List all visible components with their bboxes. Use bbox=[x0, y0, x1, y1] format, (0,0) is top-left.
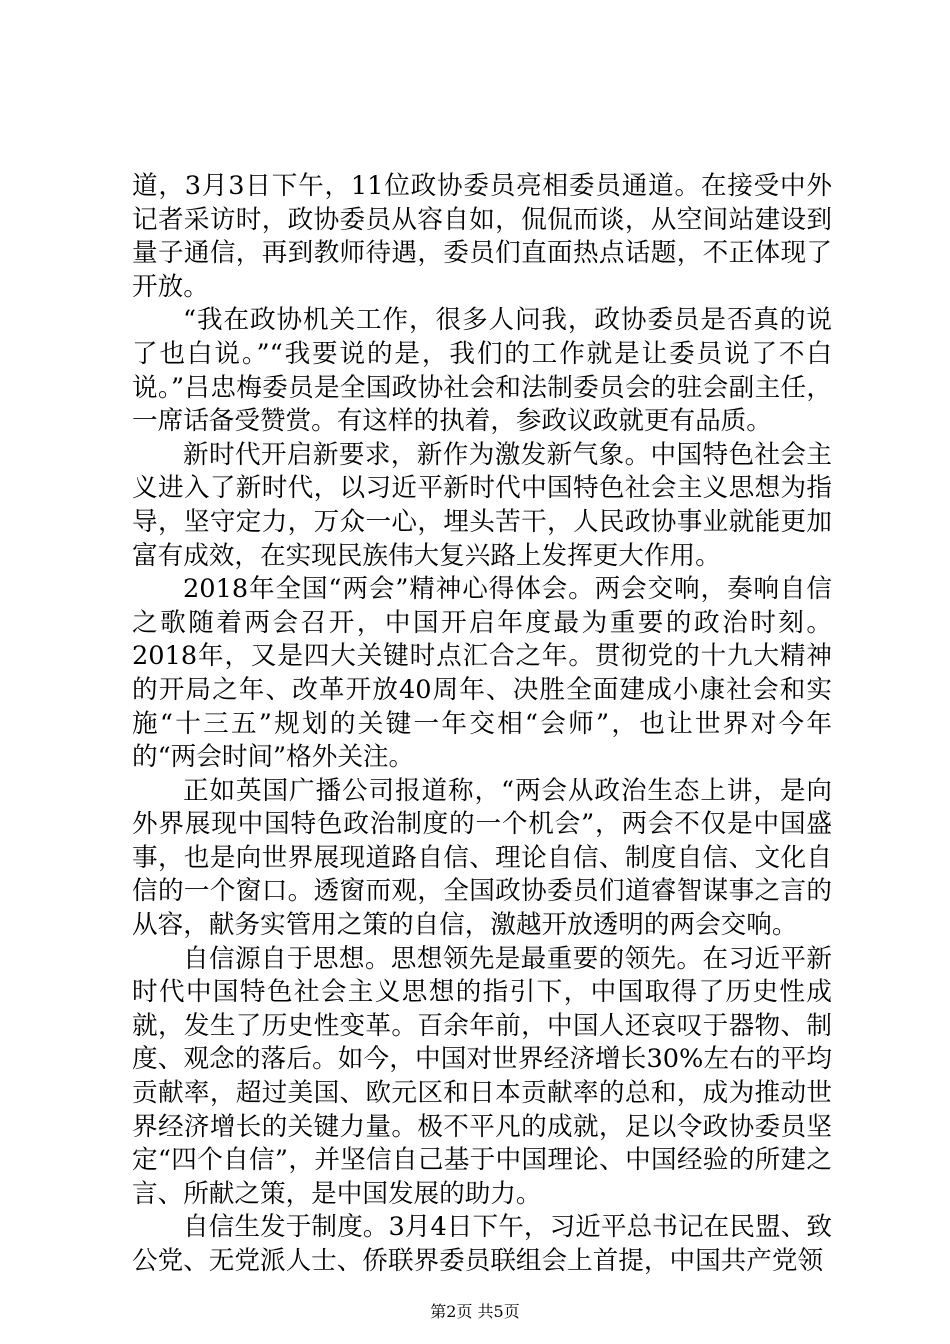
paragraph-3: 新时代开启新要求，新作为激发新气象。中国特色社会主义进入了新时代，以习近平新时代中国特色社会主义思想为指导，坚守定力，万众一心，埋头苦干，人民政协事业就能更加富有成效，在实现民族伟大复兴路上发挥更大作用。 bbox=[132, 439, 832, 571]
page-number-footer: 第2页 共5页 bbox=[430, 1302, 520, 1321]
paragraph-2: “我在政协机关工作，很多人问我，政协委员是否真的说了也白说。”“我要说的是，我们的工作就是让委员说了不白说。”吕忠梅委员是全国政协社会和法制委员会的驻会副主任，一席话备受赞赏。有这样的执着，参政议政就更有品质。 bbox=[132, 305, 832, 437]
paragraph-5: 正如英国广播公司报道称，“两会从政治生态上讲，是向外界展现中国特色政治制度的一个机会”，两会不仅是中国盛事，也是向世界展现道路自信、理论自信、制度自信、文化自信的一个窗口。透窗而观，全国政协委员们道睿智谋事之言的从容，献务实管用之策的自信，激越开放透明的两会交响。 bbox=[132, 775, 832, 941]
paragraph-4: 2018年全国“两会”精神心得体会。两会交响，奏响自信之歌随着两会召开，中国开启年度最为重要的政治时刻。2018年，又是四大关键时点汇合之年。贯彻党的十九大精神的开局之年、改革开放40周年、决胜全面建成小康社会和实施“十三五”规划的关键一年交相“会师”，也让世界对今年的“两会时间”格外关注。 bbox=[132, 574, 832, 773]
paragraph-1: 道，3月3日下午，11位政协委员亮相委员通道。在接受中外记者采访时，政协委员从容自如，侃侃而谈，从空间站建设到量子通信，再到教师待遇，委员们直面热点话题，不正体现了开放。 bbox=[132, 171, 832, 302]
paragraph-6: 自信源自于思想。思想领先是最重要的领先。在习近平新时代中国特色社会主义思想的指引下，中国取得了历史性成就，发生了历史性变革。百余年前，中国人还哀叹于器物、制度、观念的落后。如今，中国对世界经济增长30%左右的平均贡献率，超过美国、欧元区和日本贡献率的总和，成为推动世界经济增长的关键力量。极不平凡的成就，足以令政协委员坚定“四个自信”，并坚信自己基于中国理论、中国经验的所建之言、所献之策，是中国发展的助力。 bbox=[132, 943, 832, 1209]
paragraph-7: 自信生发于制度。3月4日下午，习近平总书记在民盟、致公党、无党派人士、侨联界委员联组会上首提，中国共产党领 bbox=[132, 1212, 832, 1276]
document-body bbox=[132, 170, 832, 1279]
